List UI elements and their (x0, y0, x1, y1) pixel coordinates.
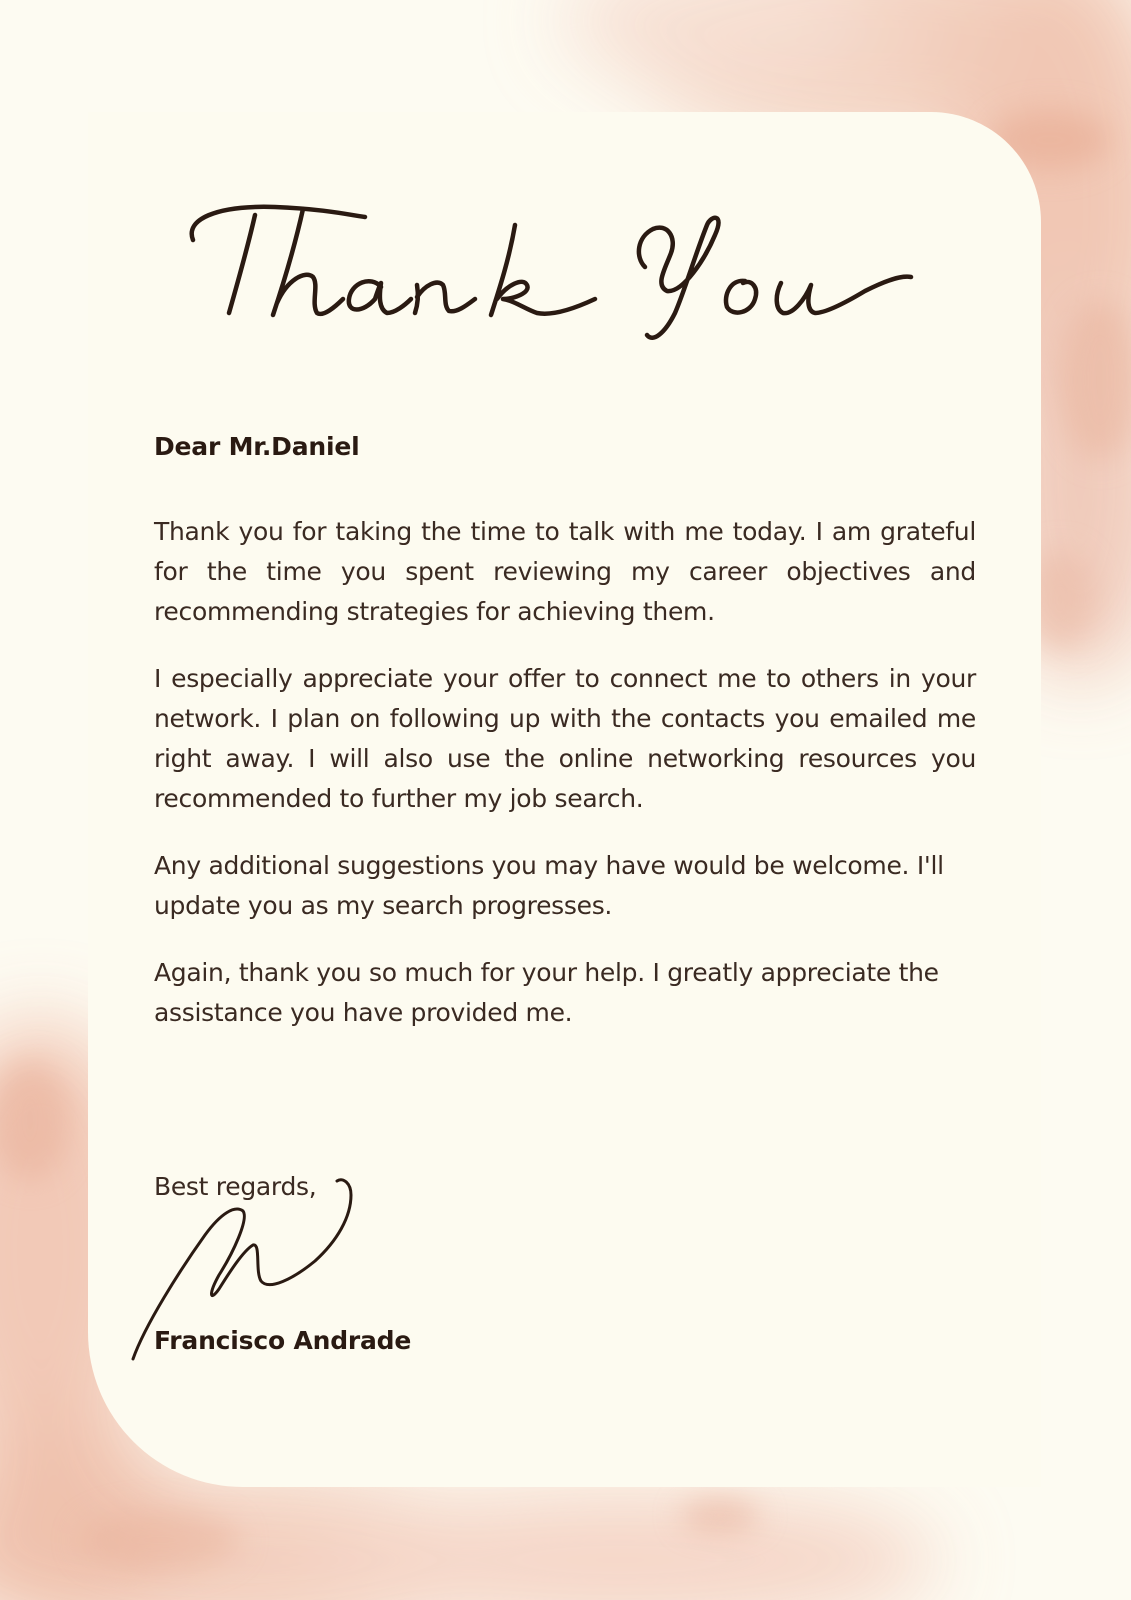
salutation: Dear Mr.Daniel (154, 432, 360, 461)
letter-body (154, 512, 976, 1060)
thank-you-title-lettering (185, 195, 945, 345)
paragraph-4: Again, thank you so much for your help. I greatly appreciate the assistance you have provided me. (154, 958, 939, 1027)
closing-line: Best regards, (154, 1172, 317, 1201)
paragraph-3: Any additional suggestions you may have would be welcome. I'll update you as my search progresses. (154, 851, 944, 920)
paragraph-1: Thank you for taking the time to talk with me today. I am grateful for the time you spent reviewing my career objectives and recommending strategies for achieving them. (154, 517, 976, 626)
paragraph-2: I especially appreciate your offer to connect me to others in your network. I plan on following up with the contacts you emailed me right away. I will also use the online networking resources you recommended to further my job search. (154, 664, 976, 813)
sender-name: Francisco Andrade (154, 1326, 412, 1355)
